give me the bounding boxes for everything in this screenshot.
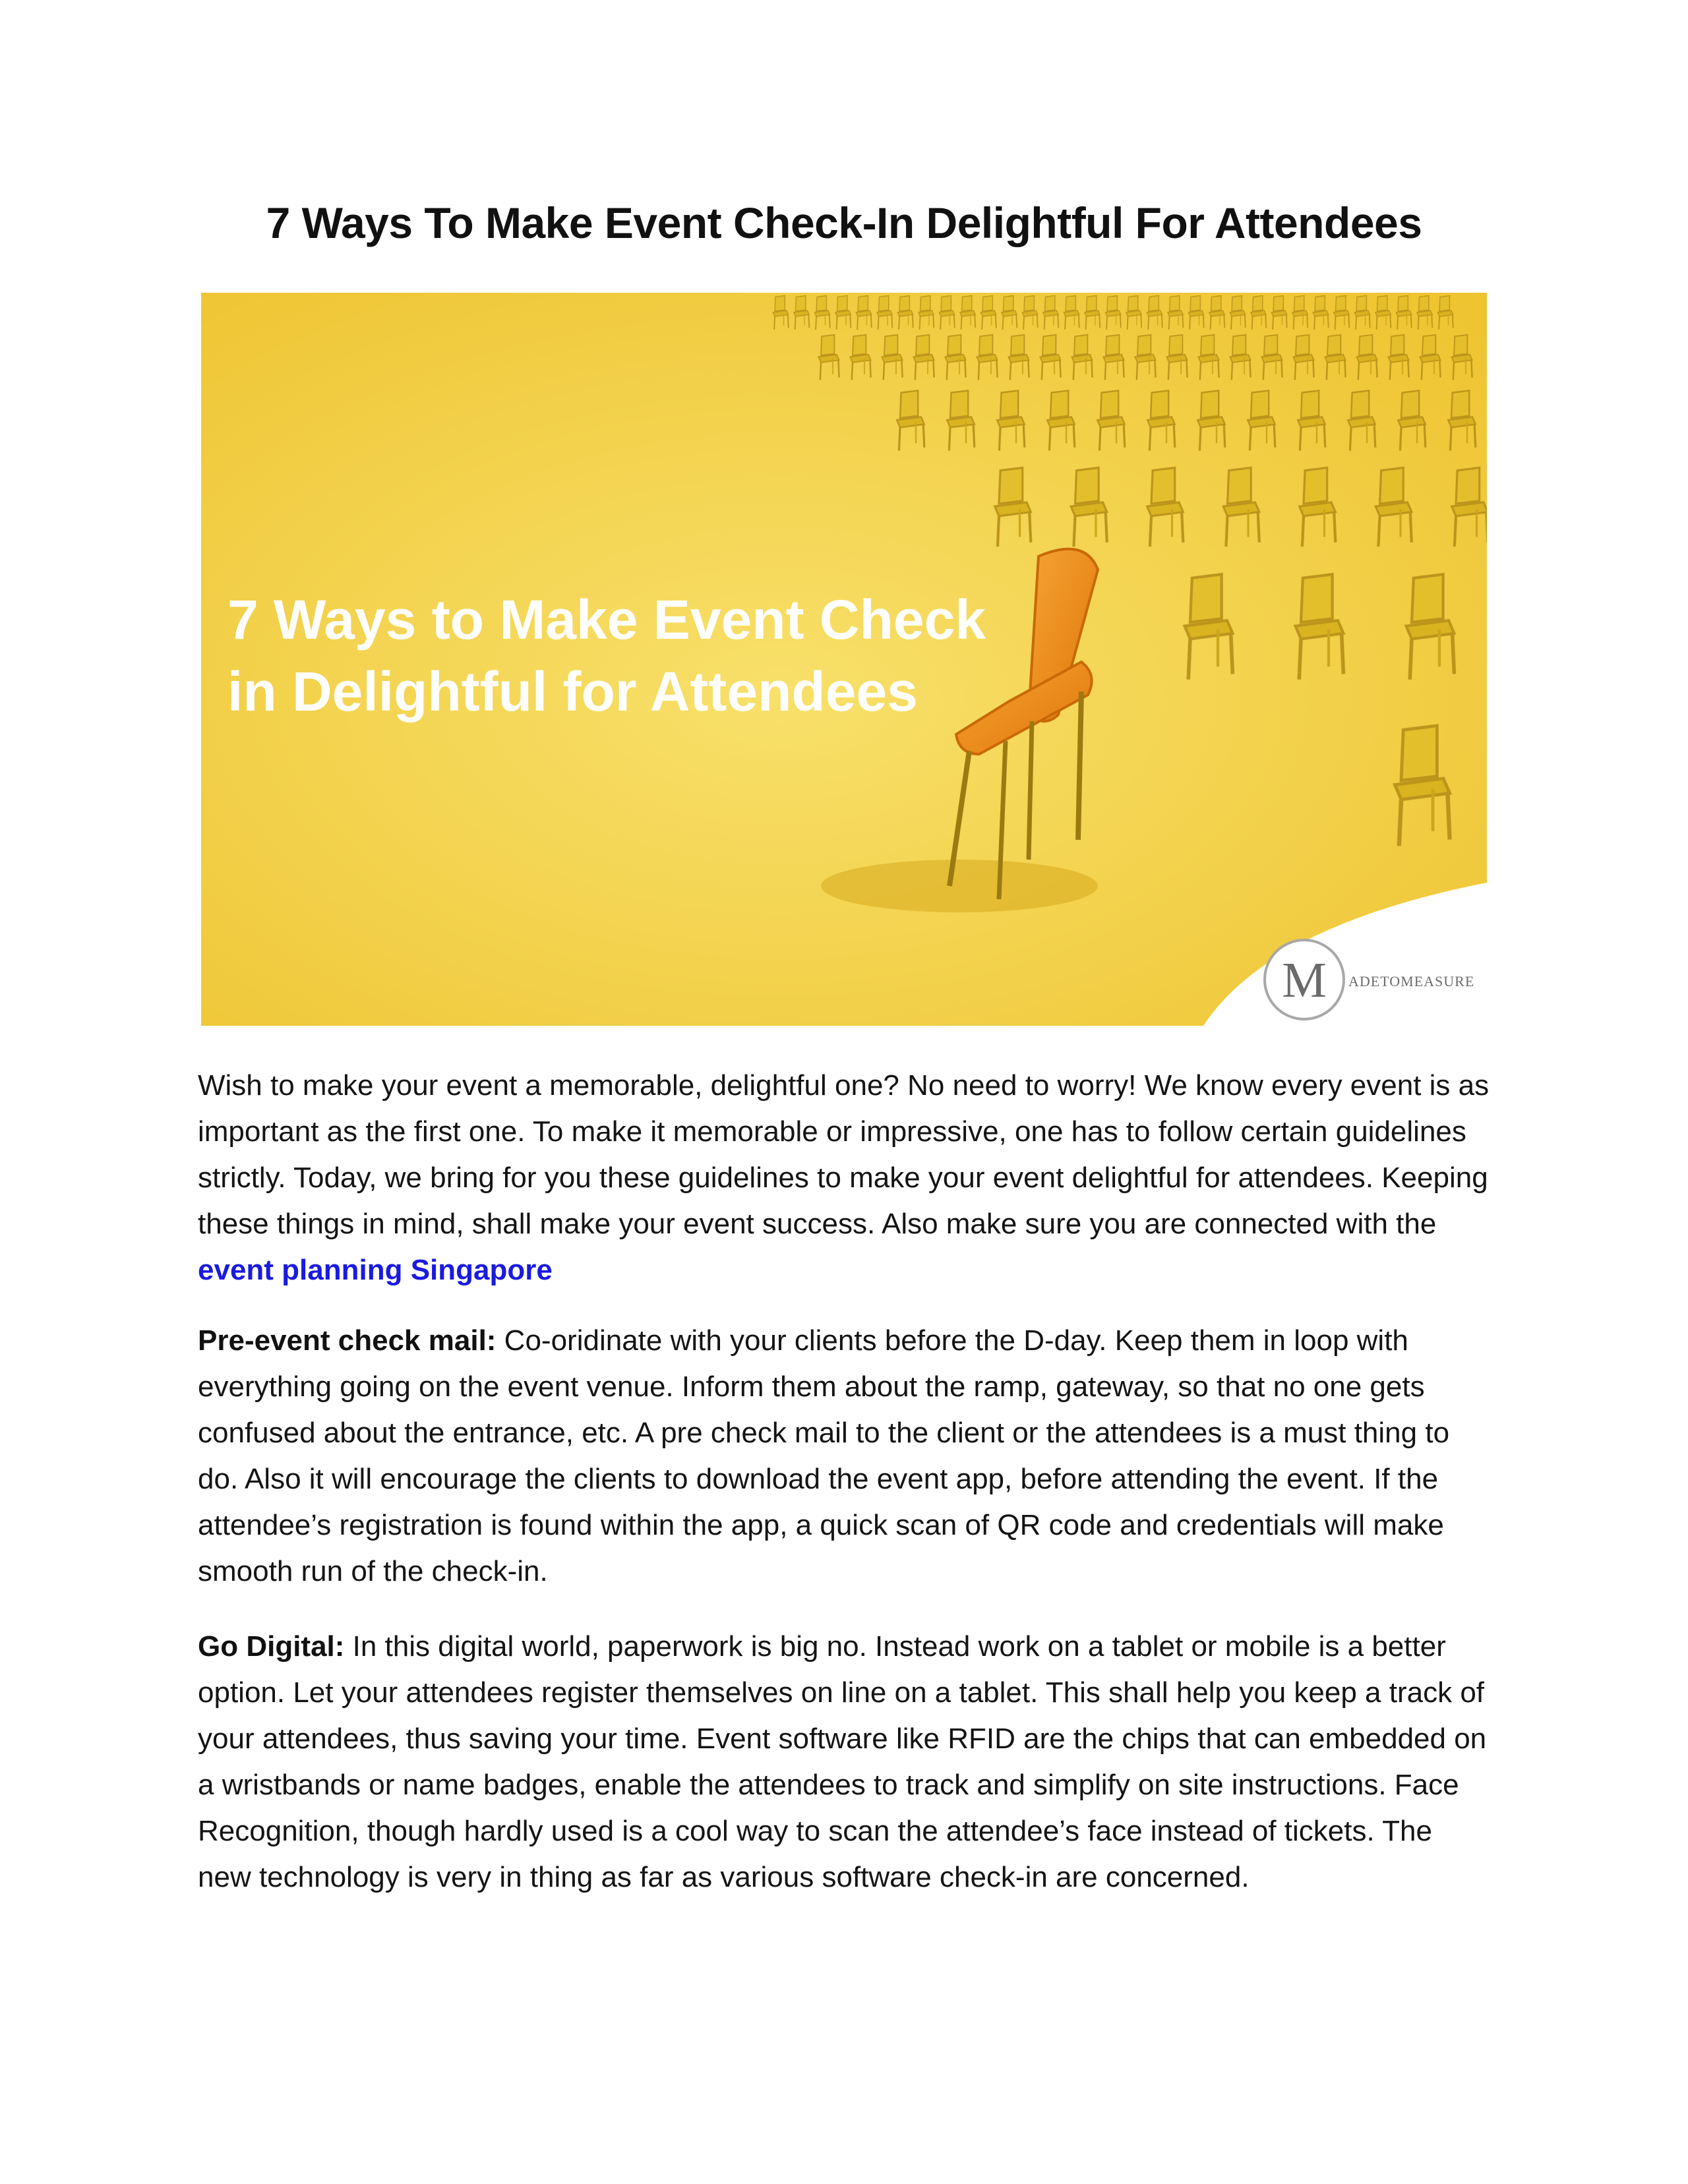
section-heading-pre-event: Pre-event check mail:: [198, 1324, 497, 1357]
event-planning-link[interactable]: event planning Singapore: [198, 1254, 553, 1286]
banner-headline-line1: 7 Ways to Make Event Check: [227, 589, 986, 651]
logo-text: ADETOMEASURE: [1348, 973, 1475, 989]
intro-text: Wish to make your event a memorable, delightful one? No need to worry! We know every event is as important as the first one. To make it memorable or impressive, one has to follow certain guidelines strictly. Today, we bring for you these guidelines to make your event delightful for attendees. Keeping these things in mind, shall make your event success. Also make sure you are connected with the: [198, 1069, 1490, 1240]
banner-background: [201, 293, 1487, 1026]
section-paragraph-pre-event: [198, 1318, 1490, 1595]
section-heading-go-digital: Go Digital:: [198, 1630, 345, 1663]
page-title: 7 Ways To Make Event Check-In Delightful For Attendees: [266, 198, 1422, 247]
section-text-pre-event: Co-oridinate with your clients before the D-day. Keep them in loop with everything going on the event venue. Inform them about the ramp, gateway, so that no one gets confused about the entrance, etc. A pre check mail to the client or the attendees is a must thing to do. Also it will encourage the clients to download the event app, before attending the event. If the attendee’s registration is found within the app, a quick scan of QR code and credentials will make smooth run of the check-in.: [198, 1324, 1450, 1587]
logo-letter: M: [1282, 953, 1327, 1008]
banner-image: [201, 293, 1487, 1026]
banner-headline-line2: in Delightful for Attendees: [227, 661, 918, 723]
intro-paragraph: [198, 1063, 1490, 1293]
section-paragraph-go-digital: [198, 1624, 1490, 1901]
section-text-go-digital: In this digital world, paperwork is big no. Instead work on a tablet or mobile is a better option. Let your attendees register themselves on line on a tablet. This shall help you keep a track of your attendees, thus saving your time. Event software like RFID are the chips that can embedded on a wristbands or name badges, enable the attendees to track and simplify on site instructions. Face Recognition, though hardly used is a cool way to scan the attendee’s face instead of tickets. The new technology is very in thing as far as various software check-in are concerned.: [198, 1630, 1487, 1893]
